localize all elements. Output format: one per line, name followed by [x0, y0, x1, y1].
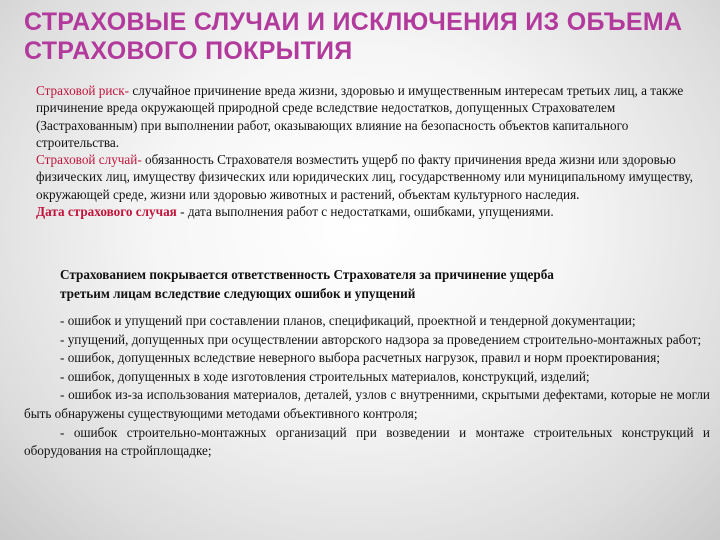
definition-insured-event	[36, 151, 704, 203]
definition-term: Страховой случай-	[36, 152, 142, 168]
coverage-line-2: третьим лицам вследствие следующих ошибок и упущений	[60, 286, 416, 301]
definition-term: Дата страхового случая	[36, 204, 177, 220]
slide-title	[24, 8, 704, 66]
definition-text: случайное причинение вреда жизни, здоровью и имущественным интересам третьих лиц, а также причинение вреда окружающей природной среде вследствие недостатков, допущенных Страхователем (Застрахованным) при выполнении работ, оказывающих влияние на безопасность объектов капитального строительства.	[36, 83, 684, 150]
definition-term: Страховой риск-	[36, 83, 130, 98]
list-item: - ошибок строительно-монтажных организаций при возведении и монтаже строительных конструкций и оборудования на стройплощадке;	[24, 424, 710, 459]
list-item: - упущений, допущенных при осуществлении авторского надзора за проведением строительно-монтажных работ;	[60, 331, 702, 347]
definition-insurance-risk	[36, 82, 704, 151]
definition-text: - дата выполнения работ с недостатками, ошибками, упущениями.	[176, 204, 554, 220]
list-item: - ошибок из-за использования материалов, деталей, узлов с внутренними, скрытыми дефектами, которые не могли быть обнаружены существующими методами объективного контроля;	[24, 387, 710, 421]
definitions-block	[36, 82, 704, 220]
list-item: - ошибок и упущений при составлении планов, спецификаций, проектной и тендерной документации;	[60, 313, 636, 328]
errors-list	[24, 312, 710, 461]
title-line-1: СТРАХОВЫЕ СЛУЧАИ И ИСКЛЮЧЕНИЯ ИЗ ОБЪЕМА	[24, 8, 683, 36]
definition-event-date	[36, 203, 704, 220]
list-item: - ошибок, допущенных вследствие неверного выбора расчетных нагрузок, правил и норм проектирования;	[60, 350, 661, 366]
list-item: - ошибок, допущенных в ходе изготовления строительных материалов, конструкций, изделий;	[60, 368, 590, 384]
coverage-statement	[60, 265, 710, 303]
definition-text: обязанность Страхователя возместить ущерб по факту причинения вреда жизни или здоровью физических лиц, имуществу физических или юридических лиц, государственному или муниципальному имуществу, окружающей среде, жизни или здоровью животных и растений, объектам культурного наследия.	[36, 152, 693, 202]
coverage-line-1: Страхованием покрывается ответственность Страхователя за причинение ущерба	[60, 267, 554, 282]
title-line-2: СТРАХОВОГО ПОКРЫТИЯ	[24, 37, 353, 65]
